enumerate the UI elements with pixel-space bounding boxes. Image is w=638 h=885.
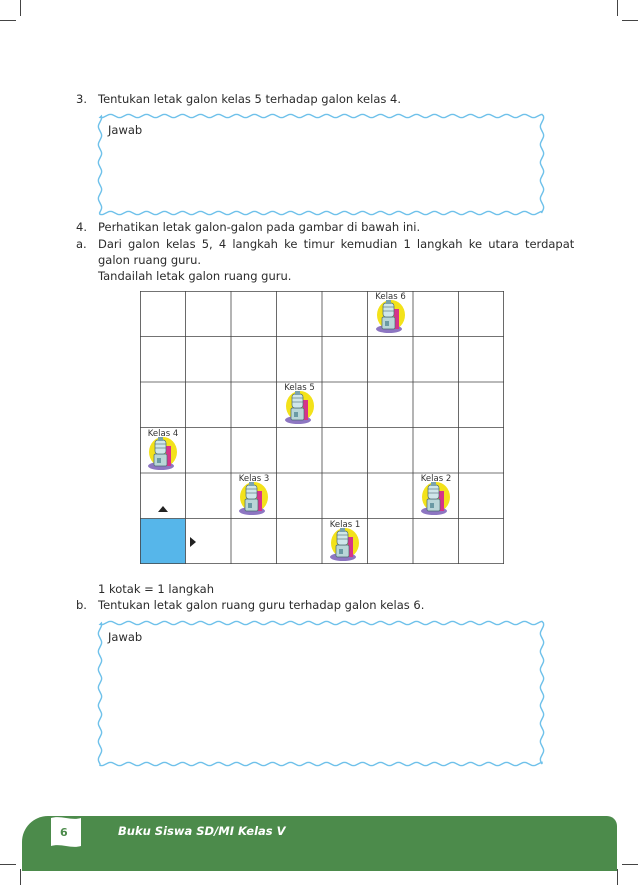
arrow-up-icon [158, 506, 168, 512]
book-title: Buku Siswa SD/MI Kelas V [118, 824, 286, 838]
crop-mark [617, 869, 618, 885]
answer-box-q3[interactable] [97, 113, 545, 216]
scale-note [98, 581, 214, 597]
answer-box-border [98, 621, 543, 765]
crop-mark [0, 864, 16, 865]
question-letter: b. [76, 598, 87, 612]
gallon-kelas-3 [231, 473, 277, 519]
question-text: Tentukan letak galon ruang guru terhadap galon kelas 6. [98, 598, 425, 612]
crop-mark [0, 20, 16, 21]
question-text: Tentukan letak galon kelas 5 terhadap galon kelas 4. [98, 92, 401, 106]
question-text-line: Dari galon kelas 5, 4 langkah ke timur kemudian 1 langkah ke utara terdapat [98, 237, 575, 251]
scale-note-text: 1 kotak = 1 langkah [98, 582, 215, 596]
question-text-line: galon ruang guru. [98, 253, 202, 267]
question-number: 3. [76, 92, 87, 106]
crop-mark [20, 0, 21, 16]
gallon-label: Kelas 1 [329, 519, 361, 530]
question-number: 4. [76, 220, 87, 234]
question-text-line: Tandailah letak galon ruang guru. [98, 269, 292, 283]
gallon-label: Kelas 6 [375, 292, 406, 302]
question-text: Perhatikan letak galon-galon pada gambar di bawah ini. [98, 220, 421, 234]
gallon-kelas-6 [368, 291, 414, 337]
crop-mark [20, 869, 21, 885]
question-letter: a. [76, 237, 87, 251]
map-grid[interactable] [140, 291, 504, 564]
gallon-kelas-1 [322, 519, 368, 565]
gallon-label: Kelas 3 [238, 474, 270, 484]
answer-box-q4b[interactable] [97, 620, 545, 767]
answer-label: Jawab [108, 123, 143, 137]
start-cell [140, 519, 186, 565]
crop-mark [622, 864, 638, 865]
gallon-label: Kelas 5 [284, 383, 315, 393]
page-number: 6 [60, 826, 68, 839]
answer-label: Jawab [108, 630, 143, 644]
page-footer [22, 816, 617, 871]
gallon-kelas-2 [413, 473, 459, 519]
gallon-kelas-4 [140, 428, 186, 474]
arrow-right-icon [190, 537, 196, 547]
gallon-label: Kelas 2 [420, 474, 452, 484]
crop-mark [622, 20, 638, 21]
gallon-kelas-5 [277, 382, 323, 428]
gallon-label: Kelas 4 [147, 428, 179, 439]
crop-mark [617, 0, 618, 16]
answer-box-border [98, 114, 543, 214]
